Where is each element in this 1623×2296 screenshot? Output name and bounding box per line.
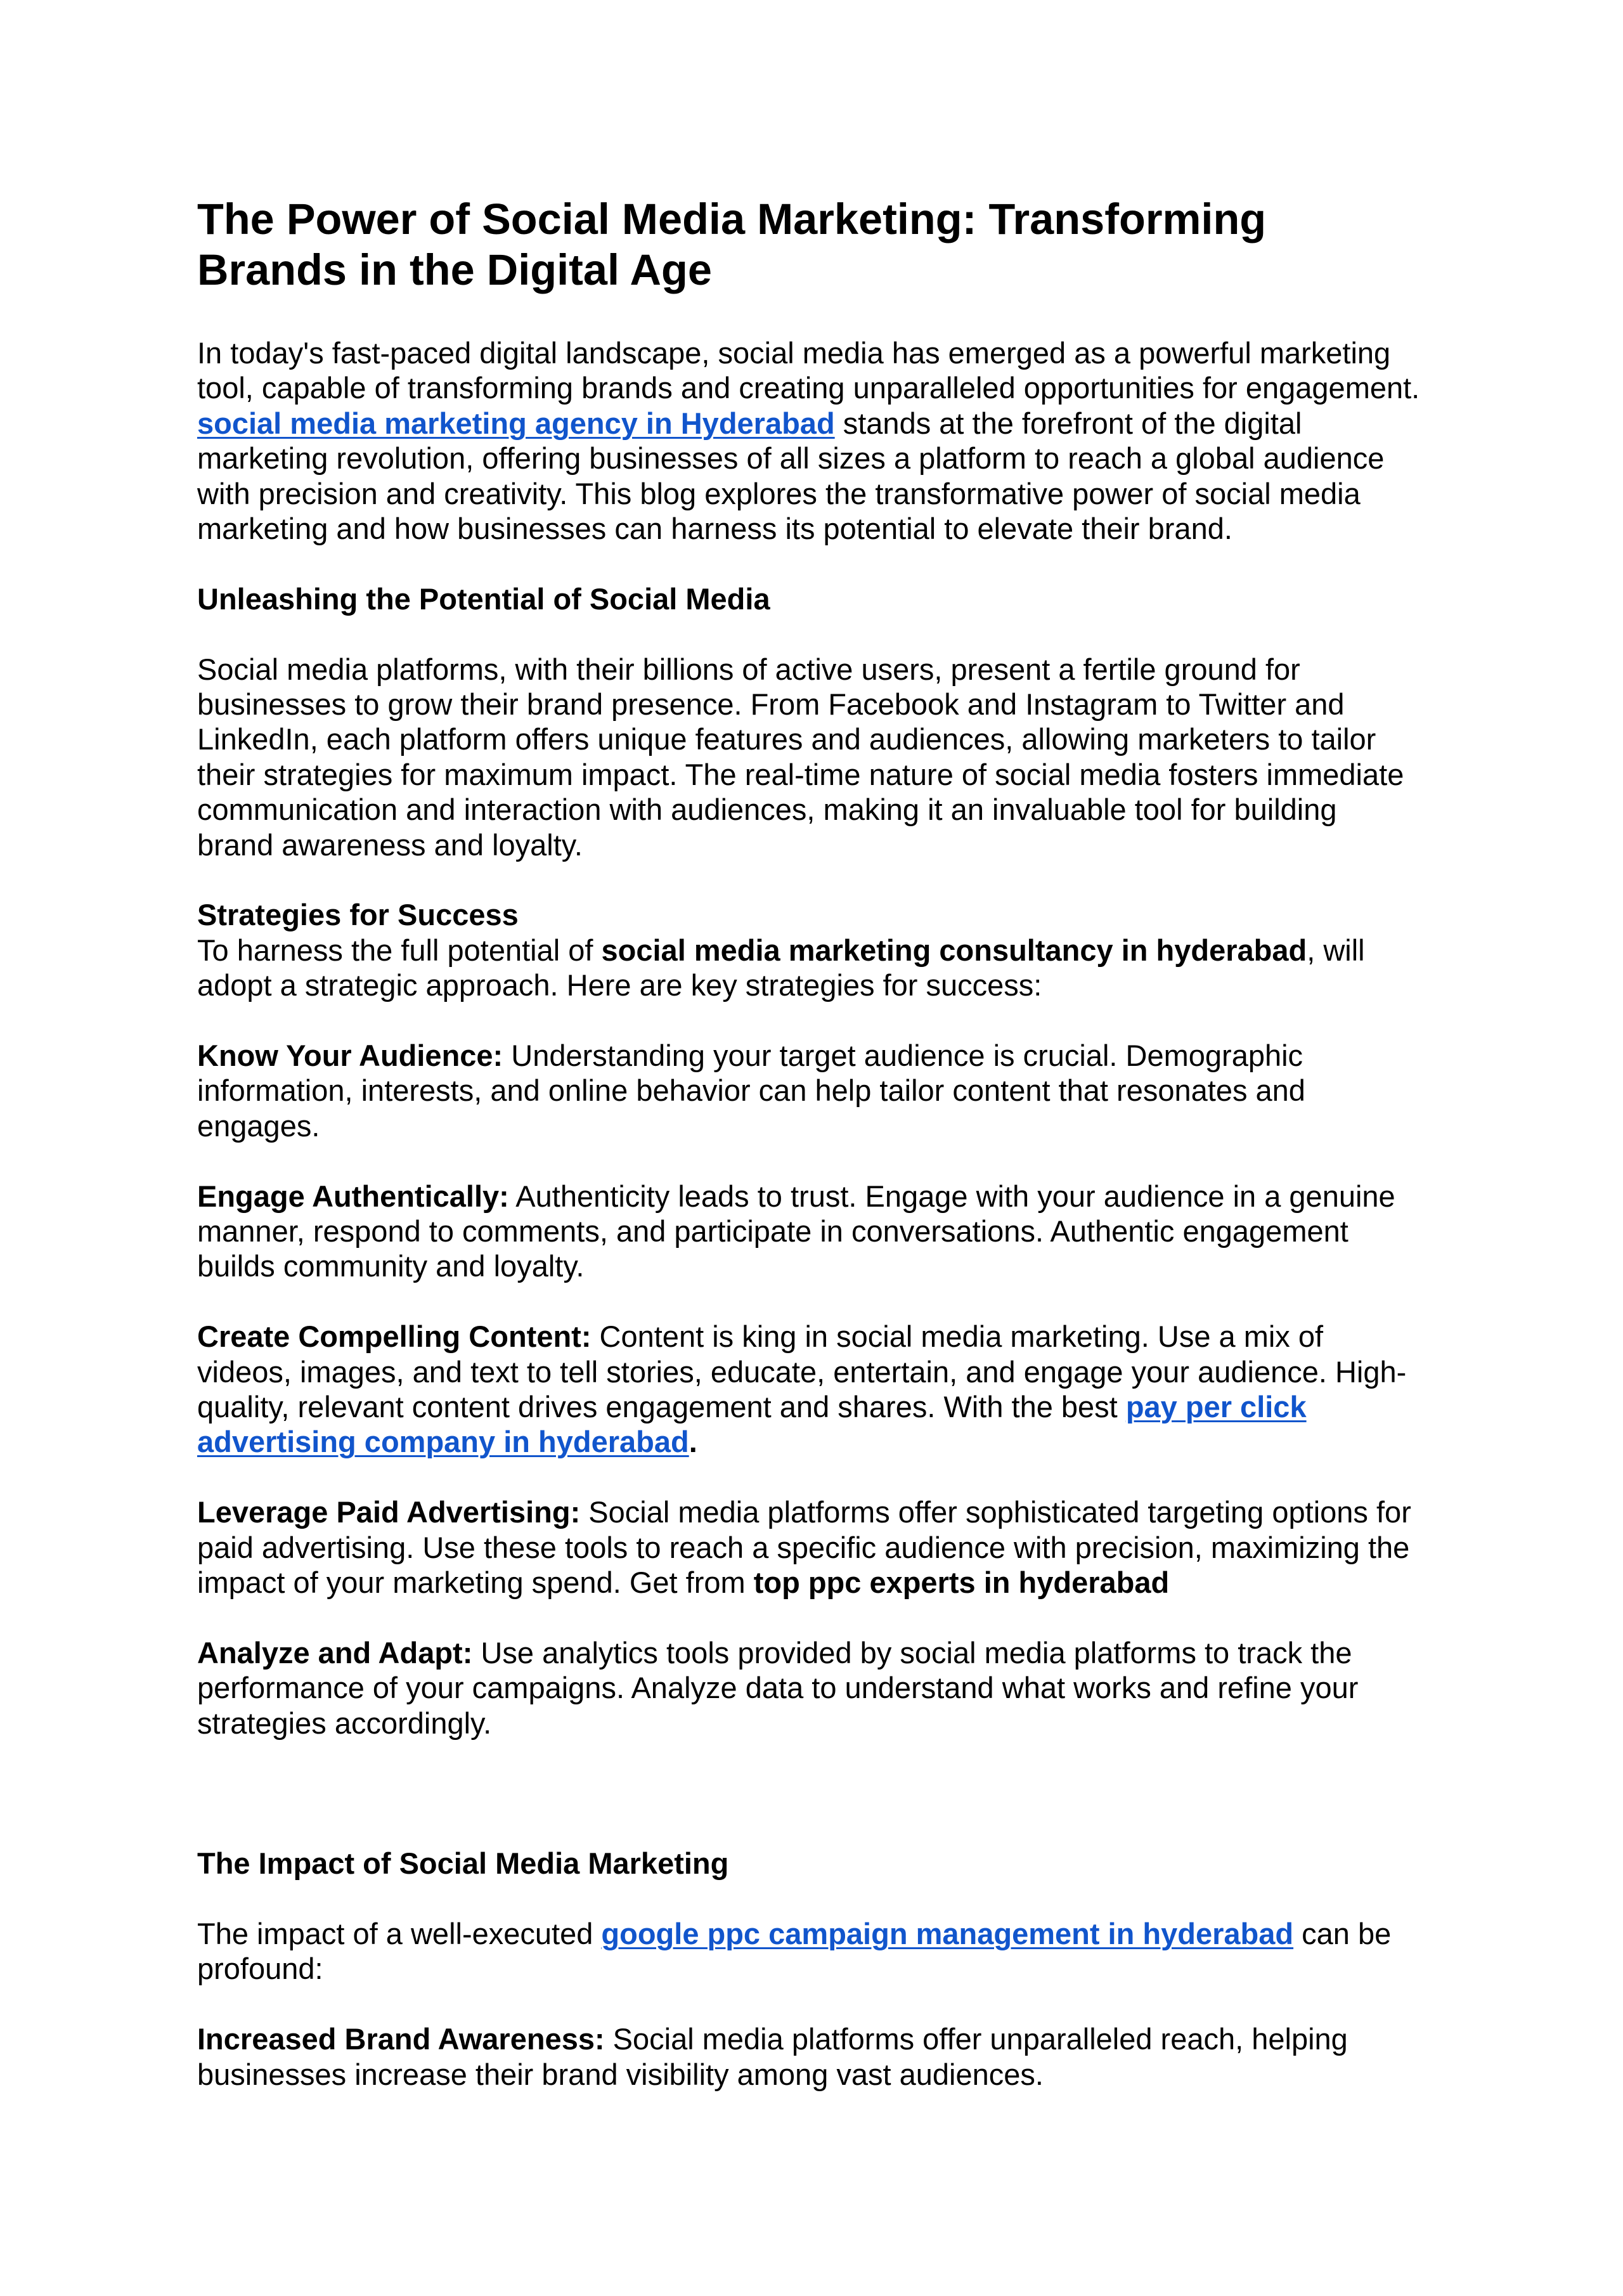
heading-text (197, 1846, 728, 1881)
text-run: In today's fast-paced digital landscape, social media has emerged as a powerful marketing (197, 336, 1391, 370)
hyperlink[interactable]: social media marketing agency in Hyderabad (197, 406, 835, 440)
bold-text: Analyze and Adapt: (197, 1635, 473, 1670)
text-run: tool, capable of transforming brands and creating unparalleled opportunities for engagement. (197, 371, 1420, 405)
text-line (197, 441, 1384, 476)
bold-text: social media marketing consultancy in hyderabad (601, 933, 1307, 967)
hyperlink[interactable]: advertising company in hyderabad (197, 1425, 689, 1459)
text-line (197, 1389, 1307, 1424)
document-title-line-2: Brands in the Digital Age (197, 245, 712, 294)
text-line (197, 2057, 1044, 2092)
text-run: brand awareness and loyalty. (197, 827, 583, 862)
text-run: businesses to grow their brand presence. From Facebook and Instagram to Twitter and (197, 687, 1345, 721)
text-line (197, 1424, 697, 1459)
text-line (197, 370, 1419, 405)
text-line (197, 1249, 584, 1283)
bold-text: Know Your Audience: (197, 1039, 503, 1072)
text-line (197, 476, 1361, 511)
text-line (197, 1706, 491, 1741)
text-line (197, 1038, 1303, 1073)
text-line (197, 1495, 1411, 1529)
text-run: Understanding your target audience is crucial. Demographic (503, 1039, 1303, 1072)
text-run: Content is king in social media marketing. Use a mix of (591, 1320, 1324, 1354)
text-run: profound: (197, 1952, 323, 1986)
text-run: with precision and creativity. This blog explores the transformative power of social media (197, 476, 1361, 510)
text-line (197, 1214, 1348, 1249)
text-line (197, 757, 1404, 792)
text-line (197, 722, 1376, 756)
text-run: strategies accordingly. (197, 1706, 492, 1740)
text-run: The impact of a well-executed (197, 1917, 602, 1950)
text-run: manner, respond to comments, and participate in conversations. Authentic engagement (197, 1214, 1348, 1248)
text-run: Social media platforms offer unparalleled reach, helping (604, 2022, 1348, 2056)
text-line (197, 1951, 323, 1986)
hyperlink[interactable]: google ppc campaign management in hyderabad (601, 1917, 1294, 1950)
text-line (197, 1635, 1352, 1670)
text-run: , will (1307, 933, 1365, 967)
text-line (197, 968, 1042, 1002)
text-line (197, 1916, 1391, 1951)
bold-text: Strategies for Success (197, 898, 519, 932)
text-run: paid advertising. Use these tools to reach a specific audience with precision, maximizing the (197, 1530, 1410, 1564)
text-line (197, 1179, 1395, 1214)
bold-text: Create Compelling Content: (197, 1320, 592, 1354)
text-line (197, 1073, 1305, 1108)
text-run: engages. (197, 1108, 320, 1143)
text-run: marketing revolution, offering businesses of all sizes a platform to reach a global audience (197, 441, 1385, 476)
text-run: builds community and loyalty. (197, 1249, 585, 1283)
text-line (197, 335, 1390, 370)
text-run: adopt a strategic approach. Here are key strategies for success: (197, 968, 1042, 1002)
text-line (197, 792, 1337, 827)
heading-text (197, 897, 519, 932)
hyperlink[interactable]: pay per click (1125, 1390, 1307, 1424)
document-title-line-1: The Power of Social Media Marketing: Transforming (197, 195, 1267, 243)
text-run: Social media platforms, with their billions of active users, present a fertile ground for (197, 652, 1300, 686)
text-run: their strategies for maximum impact. The real-time nature of social media fosters immediate (197, 757, 1404, 791)
text-run: Social media platforms offer sophisticated targeting options for (580, 1495, 1411, 1529)
bold-text: Unleashing the Potential of Social Media (197, 581, 770, 616)
text-line (197, 1670, 1358, 1705)
text-line (197, 1530, 1409, 1565)
bold-text: Increased Brand Awareness: (197, 2022, 605, 2056)
text-run: can be (1293, 1917, 1392, 1950)
text-line (197, 406, 1302, 441)
text-line (197, 652, 1300, 687)
text-run: LinkedIn, each platform offers unique features and audiences, allowing marketers to tailor (197, 722, 1376, 756)
bold-text: Engage Authentically: (197, 1179, 509, 1213)
text-run: stands at the forefront of the digital (834, 406, 1302, 440)
text-run: To harness the full potential of (197, 933, 602, 967)
text-run: performance of your campaigns. Analyze data to understand what works and refine your (197, 1671, 1359, 1705)
text-line (197, 511, 1232, 546)
text-run: Authenticity leads to trust. Engage with your audience in a genuine (508, 1179, 1395, 1213)
text-run: marketing and how businesses can harness its potential to elevate their brand. (197, 512, 1232, 545)
text-line (197, 1354, 1406, 1389)
text-run: impact of your marketing spend. Get from (197, 1566, 754, 1599)
bold-text: top ppc experts in hyderabad (753, 1566, 1170, 1599)
text-run: information, interests, and online behavior can help tailor content that resonates and (197, 1073, 1305, 1108)
text-run: Use analytics tools provided by social media platforms to track the (472, 1635, 1352, 1670)
text-run: communication and interaction with audiences, making it an invaluable tool for building (197, 793, 1337, 827)
bold-text: The Impact of Social Media Marketing (197, 1846, 729, 1881)
text-line (197, 1319, 1323, 1354)
text-line (197, 933, 1365, 968)
text-run: quality, relevant content drives engagement and shares. With the best (197, 1390, 1126, 1424)
bold-text: . (689, 1425, 697, 1459)
text-line (197, 827, 583, 862)
text-line (197, 2021, 1348, 2056)
text-run: businesses increase their brand visibility among vast audiences. (197, 2057, 1044, 2091)
text-line (197, 687, 1345, 722)
text-line (197, 1108, 320, 1143)
bold-text: Leverage Paid Advertising: (197, 1495, 581, 1529)
text-run: videos, images, and text to tell stories, educate, entertain, and engage your audience. High- (197, 1354, 1407, 1389)
text-line (197, 1565, 1169, 1600)
heading-text (197, 581, 770, 616)
